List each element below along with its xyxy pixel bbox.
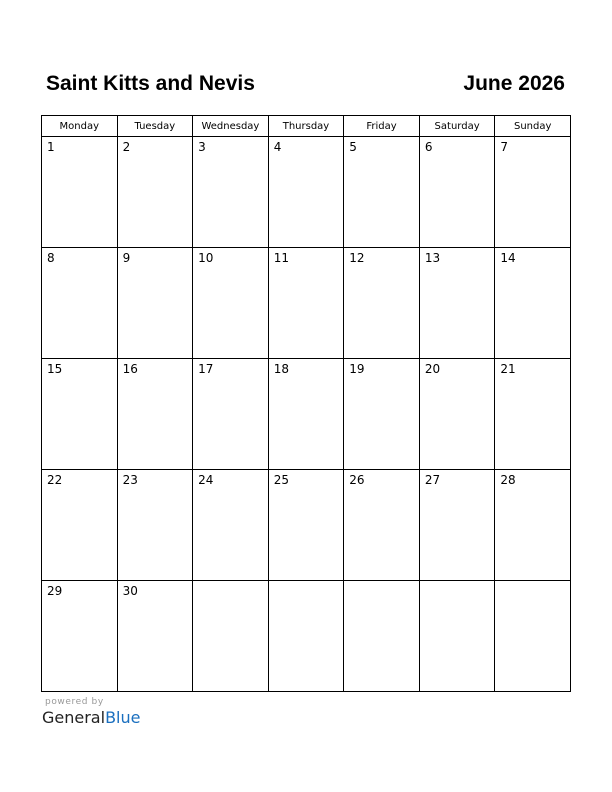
day-number: 17 [198,362,214,376]
weekday-monday: Monday [42,116,118,137]
day-number: 22 [47,473,63,487]
day-cell [268,470,344,581]
day-number [420,581,495,584]
day-number: 6 [424,140,433,154]
day-cell [193,470,269,581]
day-number: 21 [500,362,516,376]
weekday-saturday: Saturday [419,116,495,137]
day-cell [42,470,118,581]
day-number: 20 [424,362,441,376]
day-cell [193,359,269,470]
day-cell [117,137,193,248]
day-number: 13 [424,251,441,265]
day-cell [193,248,269,359]
day-number: 14 [500,251,516,265]
day-cell [419,470,495,581]
calendar-country-title: Saint Kitts and Nevis [46,72,255,95]
day-cell [419,137,495,248]
week-row-1 [42,137,571,248]
week-row-2 [42,248,571,359]
day-cell [419,248,495,359]
day-cell [344,248,420,359]
day-number: 25 [273,473,289,487]
day-number: 5 [349,140,357,154]
day-number: 10 [198,251,214,265]
day-cell [344,359,420,470]
day-number: 15 [47,362,63,376]
weekday-thursday: Thursday [268,116,344,137]
day-number: 4 [273,140,282,154]
day-cell [268,137,344,248]
generalblue-logo[interactable] [42,708,140,728]
calendar-grid [41,115,571,692]
weekday-friday: Friday [344,116,420,137]
day-number: 16 [122,362,138,376]
day-cell [495,248,571,359]
day-cell [42,248,118,359]
day-cell [268,359,344,470]
day-cell [495,470,571,581]
day-cell [193,137,269,248]
day-number: 30 [122,584,138,598]
day-number: 28 [500,473,516,487]
day-number: 2 [122,140,131,154]
day-cell-empty [419,581,495,692]
day-cell [117,359,193,470]
day-number: 8 [47,251,55,265]
day-number: 7 [500,140,509,154]
week-row-3 [42,359,571,470]
day-cell [117,248,193,359]
day-number [269,581,344,584]
brand-general-text: General [42,708,106,727]
day-number: 27 [424,473,441,487]
day-cell [117,581,193,692]
day-number: 23 [122,473,138,487]
day-cell [419,359,495,470]
day-cell [495,137,571,248]
day-cell [268,248,344,359]
day-cell [344,137,420,248]
day-cell [42,581,118,692]
day-cell [42,137,118,248]
weekday-header-row [42,116,571,137]
day-number: 12 [349,251,365,265]
day-cell [42,359,118,470]
weekday-wednesday: Wednesday [193,116,269,137]
week-row-4 [42,470,571,581]
day-number: 24 [198,473,214,487]
day-number [495,581,570,584]
day-number [193,581,268,584]
day-cell-empty [495,581,571,692]
brand-blue-text: Blue [105,708,141,727]
calendar-month-title: June 2026 [463,72,565,95]
weekday-sunday: Sunday [495,116,571,137]
day-number: 11 [273,251,289,265]
day-number: 9 [122,251,131,265]
day-cell-empty [268,581,344,692]
day-number: 1 [47,140,55,154]
day-number: 29 [47,584,63,598]
day-cell-empty [193,581,269,692]
day-number: 18 [273,362,289,376]
day-number: 26 [349,473,365,487]
day-number: 3 [198,140,206,154]
day-cell [495,359,571,470]
weekday-tuesday: Tuesday [117,116,193,137]
day-cell [117,470,193,581]
week-row-5 [42,581,571,692]
day-cell [344,470,420,581]
powered-by-label: powered by [45,697,104,707]
day-cell-empty [344,581,420,692]
day-number: 19 [349,362,365,376]
day-number [344,581,419,584]
